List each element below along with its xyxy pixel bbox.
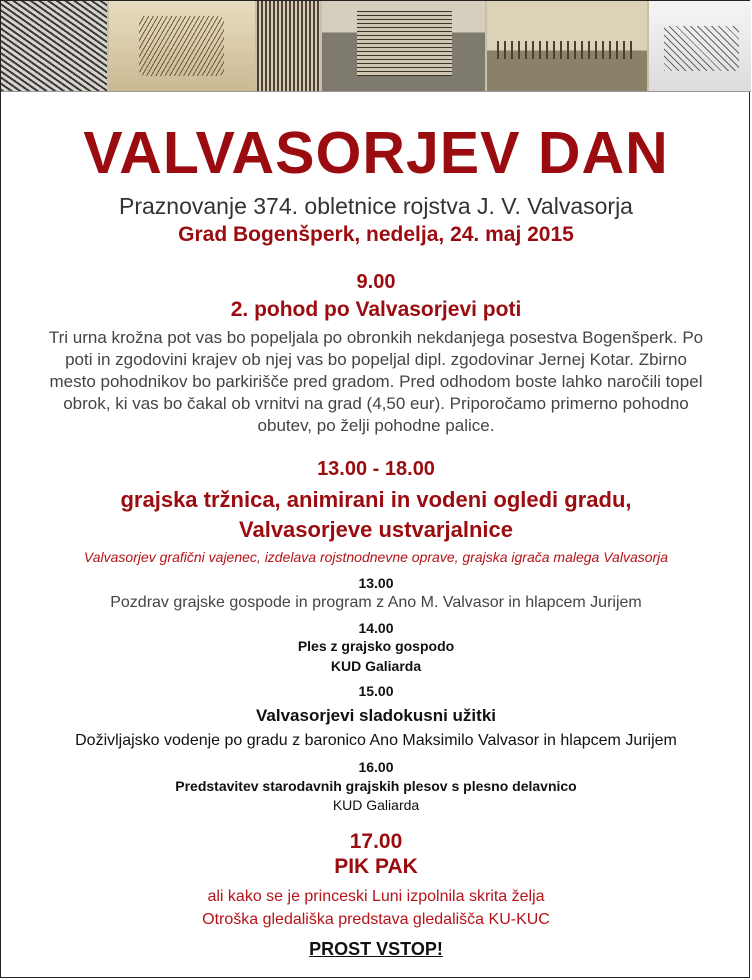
event-time: 15.00 <box>358 683 394 699</box>
event-time: 13.00 - 18.00 <box>317 458 435 480</box>
event-text: Pozdrav grajske gospode in program z Ano M. Valvasor in hlapcem Jurijem <box>110 594 642 611</box>
event-time: 14.00 <box>358 620 394 636</box>
banner-engravings <box>1 1 751 92</box>
page-subtitle: Praznovanje 374. obletnice rojstva J. V. Valvasorja <box>119 193 633 219</box>
event-text: Doživljajsko vodenje po gradu z baronico Ano Maksimilo Valvasor in hlapcem Jurijem <box>75 732 677 749</box>
event-time: 13.00 <box>358 575 394 591</box>
engraving-image <box>322 1 487 91</box>
event-text: KUD Galiarda <box>330 658 422 674</box>
event-text: Ples z grajsko gospodo <box>297 638 455 654</box>
event-title: Predstavitev starodavnih grajskih plesov s plesno delavnico <box>175 778 577 794</box>
event-text: Otroška gledališka predstava gledališča KU-KUC <box>202 911 550 928</box>
page-title: VALVASORJEV DAN <box>83 120 669 186</box>
event-subtitle: Valvasorjev grafični vajenec, izdelava rojstnodnevne oprave, grajska igrača malega Valvasorja <box>83 549 669 565</box>
event-time: 17.00 <box>349 830 403 853</box>
event-title: Valvasorjevi sladokusni užitki <box>256 706 496 725</box>
engraving-image <box>487 1 649 91</box>
event-date: Grad Bogenšperk, nedelja, 24. maj 2015 <box>178 223 574 246</box>
engraving-image <box>649 1 751 91</box>
event-description: Tri urna krožna pot vas bo popeljala po obronkih nekdanjega posestva Bogenšperk. Po poti in zgodovini krajev ob njej vas bo popeljal dipl. zgodovinar Jernej Kotar. Zbirno mesto pohodnikov bo parkirišče pred gradom. Pred odhodom boste lahko naročili topel obrok, ki vas bo čakal ob vrnitvi na grad (4,50 eur). Priporočamo primerno pohodno obutev, po želji pohodne palice. <box>48 328 704 435</box>
engraving-image <box>257 1 322 91</box>
engraving-image <box>1 1 109 91</box>
event-time: 16.00 <box>358 759 394 775</box>
event-title: Valvasorjeve ustvarjalnice <box>239 517 513 542</box>
event-title: 2. pohod po Valvasorjevi poti <box>230 298 522 321</box>
event-text: ali kako se je princeski Luni izpolnila skrita želja <box>207 888 545 905</box>
engraving-image <box>109 1 257 91</box>
free-entry-notice: PROST VSTOP! <box>309 939 443 959</box>
event-title: PIK PAK <box>334 855 418 878</box>
event-title: grajska tržnica, animirani in vodeni ogledi gradu, <box>120 487 632 512</box>
event-time: 9.00 <box>356 271 396 293</box>
event-text: KUD Galiarda <box>332 797 420 813</box>
